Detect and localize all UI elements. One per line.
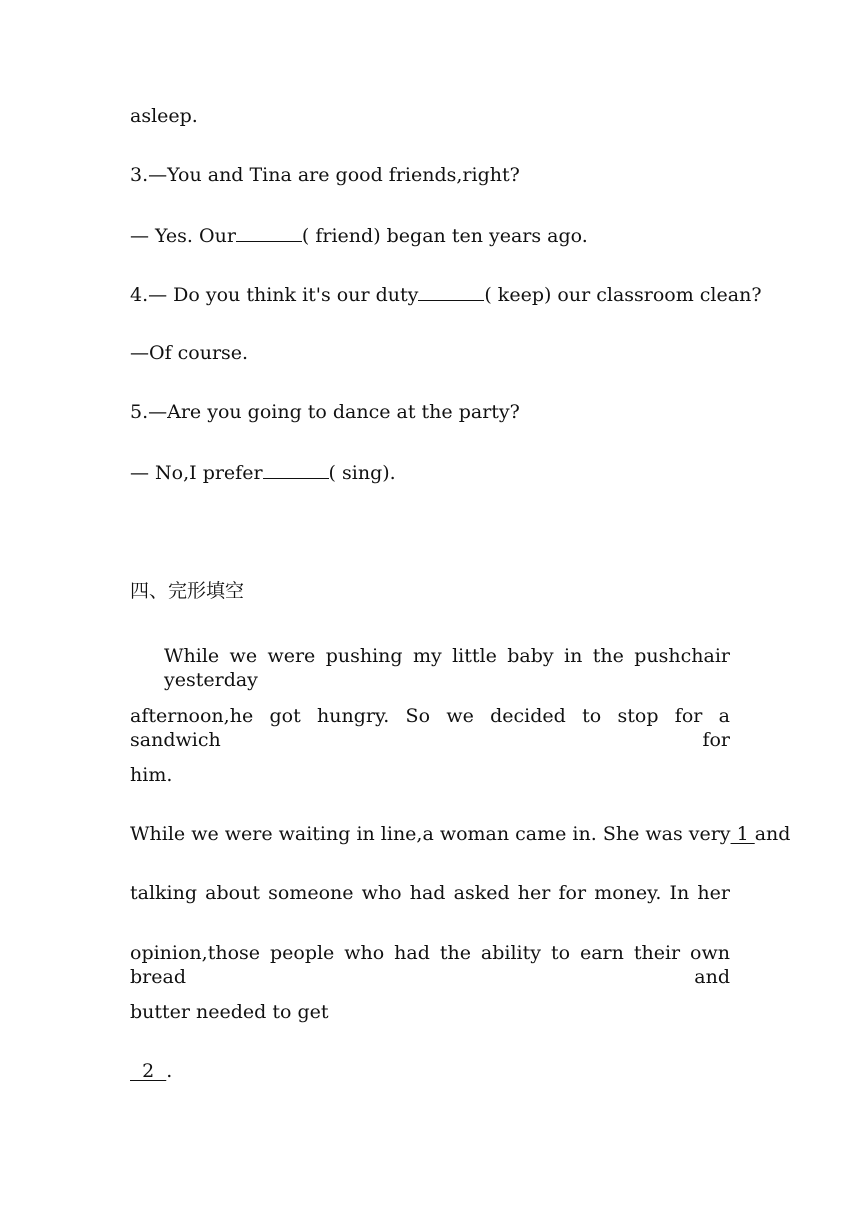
passage-line-6 — [130, 941, 730, 989]
q5-question — [130, 400, 730, 424]
q4-question-pre: 4.— Do you think it's our duty — [130, 284, 419, 306]
section-heading — [130, 579, 730, 603]
passage-line-8 — [130, 1059, 730, 1083]
passage-line-7-text: butter needed to get — [130, 1001, 329, 1023]
passage-line-3-text: him. — [130, 764, 173, 786]
passage-line-1 — [164, 644, 730, 692]
q3-answer-pre: — Yes. Our — [130, 225, 236, 247]
passage-line-3 — [130, 763, 730, 787]
q3-answer — [130, 223, 730, 248]
passage-line-5 — [130, 881, 730, 905]
q5-answer-post: ( sing). — [328, 462, 396, 484]
q4-question — [130, 282, 762, 307]
q3-answer-post: ( friend) began ten years ago. — [301, 225, 588, 247]
passage-line-1-text: While we were pushing my little baby in the pushchair yesterday — [164, 645, 730, 691]
passage-line-4-pre: While we were waiting in line,a woman came in. She was very — [130, 823, 731, 845]
passage-line-4 — [130, 822, 791, 846]
q4-answer-text: —Of course. — [130, 342, 249, 364]
q5-question-text: 5.—Are you going to dance at the party? — [130, 401, 520, 423]
passage-line-8-post: . — [166, 1060, 173, 1082]
passage-line-7 — [130, 1000, 730, 1024]
q3-blank[interactable] — [236, 223, 302, 242]
q5-answer-pre: — No,I prefer — [130, 462, 263, 484]
q2-continuation-text: asleep. — [130, 105, 198, 127]
q4-blank[interactable] — [418, 282, 484, 301]
q5-answer — [130, 460, 730, 485]
passage-line-2-text: afternoon,he got hungry. So we decided to stop for a sandwich for — [130, 705, 730, 751]
cloze-blank-1[interactable]: 1 — [730, 823, 755, 845]
passage-line-2 — [130, 704, 730, 752]
q3-question — [130, 163, 730, 187]
q4-question-post: ( keep) our classroom clean? — [484, 284, 762, 306]
passage-line-5-text: talking about someone who had asked her for money. In her — [130, 882, 730, 904]
q2-continuation — [130, 104, 730, 128]
q4-answer — [130, 341, 730, 365]
q3-question-text: 3.—You and Tina are good friends,right? — [130, 164, 520, 186]
passage-line-4-post: and — [754, 823, 791, 845]
q5-blank[interactable] — [263, 460, 329, 479]
cloze-blank-2[interactable]: 2 — [130, 1060, 167, 1082]
passage-line-6-text: opinion,those people who had the ability to earn their own bread and — [130, 942, 730, 988]
section-heading-text: 四、完形填空 — [130, 580, 245, 602]
